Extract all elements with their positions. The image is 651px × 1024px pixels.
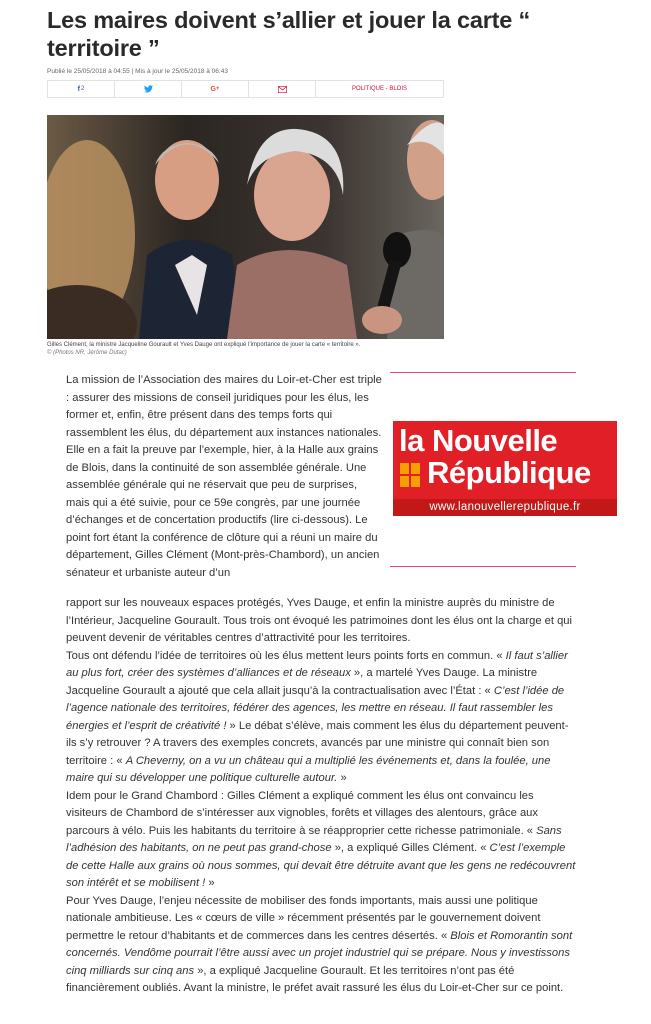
nr-logo-icon xyxy=(400,463,420,487)
article-intro: La mission de l’Association des maires du Loir-et-Cher est triple : assurer des missions de conseil juridiques pour les élus, les former et, enfin, être présent dans des temps forts qui rassemblent les élus, du département aux instances nationales. Elle en a fait la preuve par l’exemple, hier, à la Halle aux grains de Blois, dans la continuité de son assemblée générale. Une assemblée générale qui ne réservait que peu de surprises, mais qui a été suivie, pour ce 59e congrès, par une journée d’échanges et de concertation productifs (lire ci-dessous). Le point fort étant la conférence de clôture qui a réuni un maire du département, Gilles Clément (Mont-près-Chambord), un ancien sénateur et urbaniste auteur d’un xyxy=(66,374,382,579)
ad-bottom-divider xyxy=(390,566,576,567)
share-bar xyxy=(47,80,444,98)
paragraph-2: Tous ont défendu l’idée de territoires où les élus mettent leurs points forts en commun. « Il faut s’allier au plus fort, créer des systèmes d’alliances et de réseaux », a martelé Yves Dauge. La ministre Jacqueline Gourault a ajouté que cela allait jusqu’à la contractualisation avec l’État : « C’est l’idée de l’agence nationale des territoires, fédérer des agences, les mettre en réseau. Il faut rassembler les énergies et l’esprit de créativité ! » Le débat s’élève, mais comment les élus du département peuvent-ils s’y retrouver ? A travers des exemples concrets, avancés par une ministre qui connaît bien son territoire : « A Cheverny, on a vu un château qui a multiplié les événements et, dans la foulée, une maire qui su développer une politique culturelle autour. » xyxy=(66,649,569,784)
ad-brand-line2: République xyxy=(427,455,591,490)
facebook-share-button[interactable] xyxy=(48,81,115,97)
google-plus-label: + xyxy=(215,86,220,92)
article-photo xyxy=(47,115,444,339)
facebook-icon: f xyxy=(77,85,80,93)
facebook-share-count: 2 xyxy=(81,86,85,92)
photo-credit: © (Photos NR, Jérôme Dutac) xyxy=(47,350,127,356)
advertisement-banner[interactable] xyxy=(393,421,617,516)
paragraph-1: rapport sur les nouveaux espaces protégés, Yves Dauge, et enfin la ministre auprès du ministre de l’Intérieur, Jacqueline Gourault. Tous trois ont évoqué les patrimoines dont les élus ont la charge et qui peuvent devenir de véritables centres d’attractivité pour les territoires. xyxy=(66,597,573,644)
photo-caption xyxy=(47,341,447,357)
publication-meta: Publié le 25/05/2018 à 04:55 | Mis à jour le 25/05/2018 à 06:43 xyxy=(47,68,228,75)
ad-brand-line1: la Nouvelle xyxy=(399,423,558,458)
photo-caption-text: Gilles Clément, la ministre Jacqueline Gourault et Yves Dauge ont expliqué l’importance de jouer la carte « territoire ». xyxy=(47,342,361,348)
paragraph-3: Idem pour le Grand Chambord : Gilles Clément a expliqué comment les élus ont convaincu les visiteurs de Chambord de s’intéresser aux vignobles, forêts et villages des alentours, grâce aux parcours à vélo. Puis les habitants du territoire à se réapproprier cette richesse patrimoniale. « Sans l’adhésion des habitants, on ne peut pas grand-chose », a expliqué Gilles Clément. « C’est l’exemple de cette Halle aux grains où nous sommes, qui devait être détruite avant que les gens ne redécouvrent son intérêt et se mobilisent ! » xyxy=(66,789,576,889)
ad-url: www.lanouvellerepublique.fr xyxy=(393,499,617,516)
article-body xyxy=(66,595,576,998)
twitter-icon xyxy=(144,85,153,93)
category-tag[interactable]: POLITIQUE - BLOIS xyxy=(351,86,407,92)
conference-photo-illustration xyxy=(47,115,444,339)
article-title: Les maires doivent s’allier et jouer la carte “ territoire ” xyxy=(47,7,531,61)
paragraph-4: Pour Yves Dauge, l’enjeu nécessite de mobiliser des fonds importants, mais aussi une politique nationale ambitieuse. Les « cœurs de ville » récemment présentés par le gouvernement doivent permettre le retour d’habitants et de commerces dans les centres désertés. « Blois et Romorantin sont concernés. Vendôme pourrait l’être aussi avec un projet industriel qui se prépare. Nous y investissons cinq milliards sur cinq ans », a expliqué Jacqueline Gourault. Et les territoires n’ont pas été financièrement oubliés. Avant la ministre, le préfet avait rassuré les élus du Loir-et-Cher sur ce point. xyxy=(66,894,573,994)
google-plus-icon: G xyxy=(210,85,216,93)
googleplus-share-button[interactable] xyxy=(182,81,249,97)
mail-icon xyxy=(278,86,287,93)
mail-share-button[interactable] xyxy=(249,81,316,97)
ad-top-divider xyxy=(390,372,576,373)
twitter-share-button[interactable] xyxy=(115,81,182,97)
